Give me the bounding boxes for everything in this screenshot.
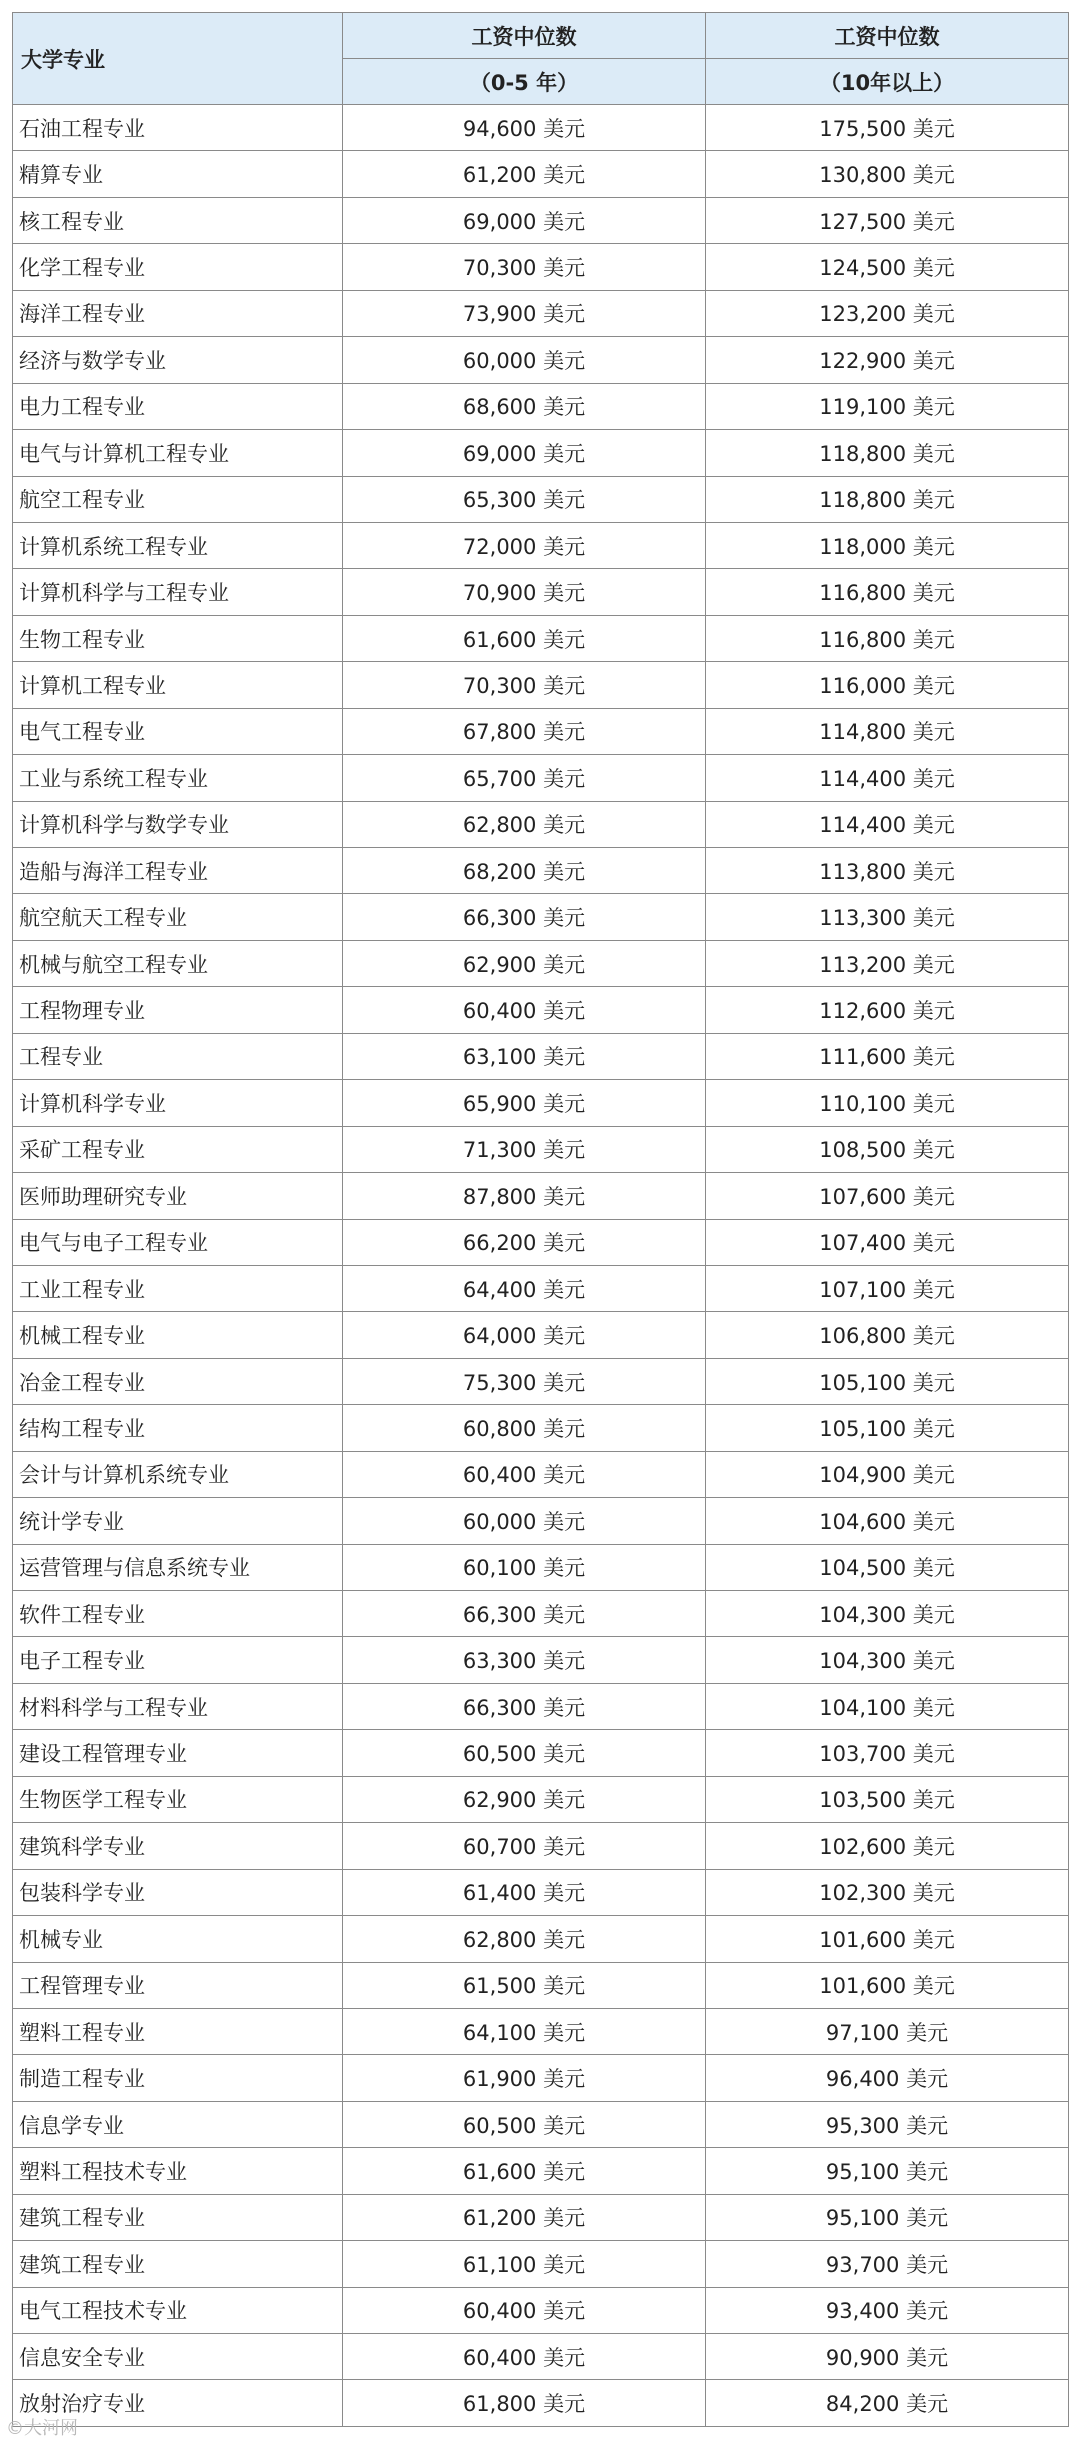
late-salary-cell: 124,500 美元: [706, 244, 1069, 290]
major-cell: 医师助理研究专业: [13, 1173, 343, 1219]
table-row: [13, 940, 1069, 986]
early-salary-cell: 60,000 美元: [343, 337, 706, 383]
table-row: [13, 848, 1069, 894]
early-salary-cell: 65,700 美元: [343, 755, 706, 801]
major-cell: 建设工程管理专业: [13, 1730, 343, 1776]
early-salary-cell: 60,100 美元: [343, 1544, 706, 1590]
late-salary-cell: 95,100 美元: [706, 2194, 1069, 2240]
major-cell: 海洋工程专业: [13, 290, 343, 336]
table-row: [13, 383, 1069, 429]
major-cell: 冶金工程专业: [13, 1358, 343, 1404]
late-salary-cell: 107,600 美元: [706, 1173, 1069, 1219]
late-salary-cell: 106,800 美元: [706, 1312, 1069, 1358]
major-cell: 生物工程专业: [13, 615, 343, 661]
early-salary-cell: 70,900 美元: [343, 569, 706, 615]
table-row: [13, 1962, 1069, 2008]
late-salary-cell: 104,300 美元: [706, 1637, 1069, 1683]
table-row: [13, 430, 1069, 476]
early-salary-cell: 60,000 美元: [343, 1498, 706, 1544]
early-salary-cell: 60,400 美元: [343, 2334, 706, 2380]
early-salary-cell: 62,900 美元: [343, 940, 706, 986]
major-cell: 放射治疗专业: [13, 2380, 343, 2426]
major-cell: 信息安全专业: [13, 2334, 343, 2380]
early-salary-cell: 73,900 美元: [343, 290, 706, 336]
major-cell: 造船与海洋工程专业: [13, 848, 343, 894]
late-salary-cell: 111,600 美元: [706, 1033, 1069, 1079]
major-cell: 经济与数学专业: [13, 337, 343, 383]
salary-table-container: [12, 12, 1068, 2427]
table-row: [13, 1591, 1069, 1637]
table-row: [13, 569, 1069, 615]
early-salary-cell: 60,400 美元: [343, 2287, 706, 2333]
early-salary-cell: 62,900 美元: [343, 1776, 706, 1822]
late-salary-cell: 95,100 美元: [706, 2148, 1069, 2194]
late-salary-cell: 93,400 美元: [706, 2287, 1069, 2333]
early-salary-cell: 65,900 美元: [343, 1080, 706, 1126]
late-salary-cell: 114,800 美元: [706, 708, 1069, 754]
late-salary-cell: 104,900 美元: [706, 1451, 1069, 1497]
table-row: [13, 708, 1069, 754]
early-salary-cell: 60,800 美元: [343, 1405, 706, 1451]
table-row: [13, 1265, 1069, 1311]
major-cell: 信息学专业: [13, 2101, 343, 2147]
early-salary-cell: 68,600 美元: [343, 383, 706, 429]
table-row: [13, 801, 1069, 847]
table-row: [13, 662, 1069, 708]
late-salary-cell: 116,000 美元: [706, 662, 1069, 708]
late-salary-cell: 127,500 美元: [706, 197, 1069, 243]
header-late-sub: （10年以上）: [706, 59, 1069, 105]
major-cell: 生物医学工程专业: [13, 1776, 343, 1822]
major-cell: 石油工程专业: [13, 105, 343, 151]
table-row: [13, 1498, 1069, 1544]
early-salary-cell: 65,300 美元: [343, 476, 706, 522]
early-salary-cell: 68,200 美元: [343, 848, 706, 894]
table-row: [13, 476, 1069, 522]
late-salary-cell: 118,800 美元: [706, 476, 1069, 522]
late-salary-cell: 175,500 美元: [706, 105, 1069, 151]
table-row: [13, 2241, 1069, 2287]
table-row: [13, 1776, 1069, 1822]
late-salary-cell: 119,100 美元: [706, 383, 1069, 429]
early-salary-cell: 61,900 美元: [343, 2055, 706, 2101]
late-salary-cell: 114,400 美元: [706, 801, 1069, 847]
table-row: [13, 1033, 1069, 1079]
late-salary-cell: 104,500 美元: [706, 1544, 1069, 1590]
late-salary-cell: 123,200 美元: [706, 290, 1069, 336]
major-cell: 建筑科学专业: [13, 1823, 343, 1869]
major-cell: 运营管理与信息系统专业: [13, 1544, 343, 1590]
early-salary-cell: 87,800 美元: [343, 1173, 706, 1219]
header-early-title: 工资中位数: [343, 13, 706, 59]
table-row: [13, 1405, 1069, 1451]
late-salary-cell: 102,600 美元: [706, 1823, 1069, 1869]
late-salary-cell: 104,300 美元: [706, 1591, 1069, 1637]
table-row: [13, 1358, 1069, 1404]
major-cell: 计算机工程专业: [13, 662, 343, 708]
major-cell: 塑料工程专业: [13, 2008, 343, 2054]
late-salary-cell: 103,500 美元: [706, 1776, 1069, 1822]
late-salary-cell: 90,900 美元: [706, 2334, 1069, 2380]
major-cell: 化学工程专业: [13, 244, 343, 290]
late-salary-cell: 130,800 美元: [706, 151, 1069, 197]
watermark-logo: ©大河网: [6, 2418, 78, 2439]
major-cell: 建筑工程专业: [13, 2194, 343, 2240]
major-cell: 航空航天工程专业: [13, 894, 343, 940]
major-cell: 工程物理专业: [13, 987, 343, 1033]
late-salary-cell: 114,400 美元: [706, 755, 1069, 801]
early-salary-cell: 72,000 美元: [343, 522, 706, 568]
major-cell: 核工程专业: [13, 197, 343, 243]
early-salary-cell: 61,200 美元: [343, 2194, 706, 2240]
early-salary-cell: 70,300 美元: [343, 662, 706, 708]
table-row: [13, 1683, 1069, 1729]
major-cell: 机械专业: [13, 1916, 343, 1962]
table-row: [13, 1544, 1069, 1590]
early-salary-cell: 60,400 美元: [343, 1451, 706, 1497]
major-cell: 计算机科学专业: [13, 1080, 343, 1126]
late-salary-cell: 113,300 美元: [706, 894, 1069, 940]
table-body: [13, 105, 1069, 2427]
late-salary-cell: 105,100 美元: [706, 1405, 1069, 1451]
table-row: [13, 1173, 1069, 1219]
early-salary-cell: 64,400 美元: [343, 1265, 706, 1311]
major-cell: 航空工程专业: [13, 476, 343, 522]
late-salary-cell: 102,300 美元: [706, 1869, 1069, 1915]
major-cell: 材料科学与工程专业: [13, 1683, 343, 1729]
table-row: [13, 1451, 1069, 1497]
early-salary-cell: 61,500 美元: [343, 1962, 706, 2008]
early-salary-cell: 66,300 美元: [343, 894, 706, 940]
late-salary-cell: 84,200 美元: [706, 2380, 1069, 2426]
table-row: [13, 2055, 1069, 2101]
table-row: [13, 197, 1069, 243]
late-salary-cell: 116,800 美元: [706, 569, 1069, 615]
early-salary-cell: 61,400 美元: [343, 1869, 706, 1915]
early-salary-cell: 61,600 美元: [343, 2148, 706, 2194]
early-salary-cell: 94,600 美元: [343, 105, 706, 151]
early-salary-cell: 69,000 美元: [343, 430, 706, 476]
major-cell: 统计学专业: [13, 1498, 343, 1544]
early-salary-cell: 67,800 美元: [343, 708, 706, 754]
early-salary-cell: 66,300 美元: [343, 1591, 706, 1637]
early-salary-cell: 62,800 美元: [343, 801, 706, 847]
table-row: [13, 151, 1069, 197]
late-salary-cell: 116,800 美元: [706, 615, 1069, 661]
table-row: [13, 337, 1069, 383]
major-cell: 电子工程专业: [13, 1637, 343, 1683]
major-cell: 塑料工程技术专业: [13, 2148, 343, 2194]
table-row: [13, 987, 1069, 1033]
major-cell: 工业与系统工程专业: [13, 755, 343, 801]
major-cell: 软件工程专业: [13, 1591, 343, 1637]
late-salary-cell: 108,500 美元: [706, 1126, 1069, 1172]
table-row: [13, 2008, 1069, 2054]
table-row: [13, 105, 1069, 151]
late-salary-cell: 107,100 美元: [706, 1265, 1069, 1311]
table-row: [13, 2334, 1069, 2380]
early-salary-cell: 64,000 美元: [343, 1312, 706, 1358]
early-salary-cell: 60,500 美元: [343, 2101, 706, 2147]
table-row: [13, 290, 1069, 336]
early-salary-cell: 64,100 美元: [343, 2008, 706, 2054]
major-cell: 电气工程技术专业: [13, 2287, 343, 2333]
table-row: [13, 1823, 1069, 1869]
major-cell: 结构工程专业: [13, 1405, 343, 1451]
salary-table: [12, 12, 1069, 2427]
early-salary-cell: 69,000 美元: [343, 197, 706, 243]
late-salary-cell: 101,600 美元: [706, 1916, 1069, 1962]
early-salary-cell: 60,500 美元: [343, 1730, 706, 1776]
table-row: [13, 1126, 1069, 1172]
late-salary-cell: 104,600 美元: [706, 1498, 1069, 1544]
table-row: [13, 2380, 1069, 2426]
table-row: [13, 2194, 1069, 2240]
major-cell: 计算机科学与工程专业: [13, 569, 343, 615]
major-cell: 精算专业: [13, 151, 343, 197]
table-row: [13, 1080, 1069, 1126]
table-row: [13, 522, 1069, 568]
early-salary-cell: 66,200 美元: [343, 1219, 706, 1265]
table-row: [13, 1312, 1069, 1358]
table-row: [13, 615, 1069, 661]
late-salary-cell: 93,700 美元: [706, 2241, 1069, 2287]
major-cell: 机械与航空工程专业: [13, 940, 343, 986]
early-salary-cell: 61,100 美元: [343, 2241, 706, 2287]
major-cell: 计算机系统工程专业: [13, 522, 343, 568]
table-row: [13, 1637, 1069, 1683]
table-row: [13, 244, 1069, 290]
header-early-sub: （0-5 年）: [343, 59, 706, 105]
early-salary-cell: 61,600 美元: [343, 615, 706, 661]
late-salary-cell: 97,100 美元: [706, 2008, 1069, 2054]
major-cell: 工业工程专业: [13, 1265, 343, 1311]
late-salary-cell: 118,800 美元: [706, 430, 1069, 476]
late-salary-cell: 107,400 美元: [706, 1219, 1069, 1265]
early-salary-cell: 66,300 美元: [343, 1683, 706, 1729]
early-salary-cell: 62,800 美元: [343, 1916, 706, 1962]
header-row-titles: [13, 13, 1069, 59]
late-salary-cell: 118,000 美元: [706, 522, 1069, 568]
early-salary-cell: 61,800 美元: [343, 2380, 706, 2426]
major-cell: 采矿工程专业: [13, 1126, 343, 1172]
table-row: [13, 894, 1069, 940]
major-cell: 工程管理专业: [13, 1962, 343, 2008]
table-row: [13, 2148, 1069, 2194]
late-salary-cell: 96,400 美元: [706, 2055, 1069, 2101]
major-cell: 会计与计算机系统专业: [13, 1451, 343, 1497]
late-salary-cell: 112,600 美元: [706, 987, 1069, 1033]
header-major: 大学专业: [13, 13, 343, 105]
late-salary-cell: 105,100 美元: [706, 1358, 1069, 1404]
major-cell: 计算机科学与数学专业: [13, 801, 343, 847]
early-salary-cell: 63,100 美元: [343, 1033, 706, 1079]
late-salary-cell: 101,600 美元: [706, 1962, 1069, 2008]
late-salary-cell: 104,100 美元: [706, 1683, 1069, 1729]
table-row: [13, 755, 1069, 801]
major-cell: 包装科学专业: [13, 1869, 343, 1915]
early-salary-cell: 71,300 美元: [343, 1126, 706, 1172]
table-row: [13, 2101, 1069, 2147]
late-salary-cell: 113,800 美元: [706, 848, 1069, 894]
early-salary-cell: 75,300 美元: [343, 1358, 706, 1404]
table-row: [13, 1916, 1069, 1962]
table-row: [13, 1219, 1069, 1265]
major-cell: 制造工程专业: [13, 2055, 343, 2101]
major-cell: 电气与电子工程专业: [13, 1219, 343, 1265]
major-cell: 建筑工程专业: [13, 2241, 343, 2287]
late-salary-cell: 113,200 美元: [706, 940, 1069, 986]
early-salary-cell: 61,200 美元: [343, 151, 706, 197]
late-salary-cell: 95,300 美元: [706, 2101, 1069, 2147]
table-row: [13, 1869, 1069, 1915]
major-cell: 电气与计算机工程专业: [13, 430, 343, 476]
late-salary-cell: 110,100 美元: [706, 1080, 1069, 1126]
late-salary-cell: 103,700 美元: [706, 1730, 1069, 1776]
early-salary-cell: 70,300 美元: [343, 244, 706, 290]
late-salary-cell: 122,900 美元: [706, 337, 1069, 383]
header-late-title: 工资中位数: [706, 13, 1069, 59]
table-row: [13, 2287, 1069, 2333]
major-cell: 电气工程专业: [13, 708, 343, 754]
table-header: [13, 13, 1069, 105]
major-cell: 电力工程专业: [13, 383, 343, 429]
major-cell: 机械工程专业: [13, 1312, 343, 1358]
table-row: [13, 1730, 1069, 1776]
early-salary-cell: 63,300 美元: [343, 1637, 706, 1683]
early-salary-cell: 60,400 美元: [343, 987, 706, 1033]
major-cell: 工程专业: [13, 1033, 343, 1079]
early-salary-cell: 60,700 美元: [343, 1823, 706, 1869]
